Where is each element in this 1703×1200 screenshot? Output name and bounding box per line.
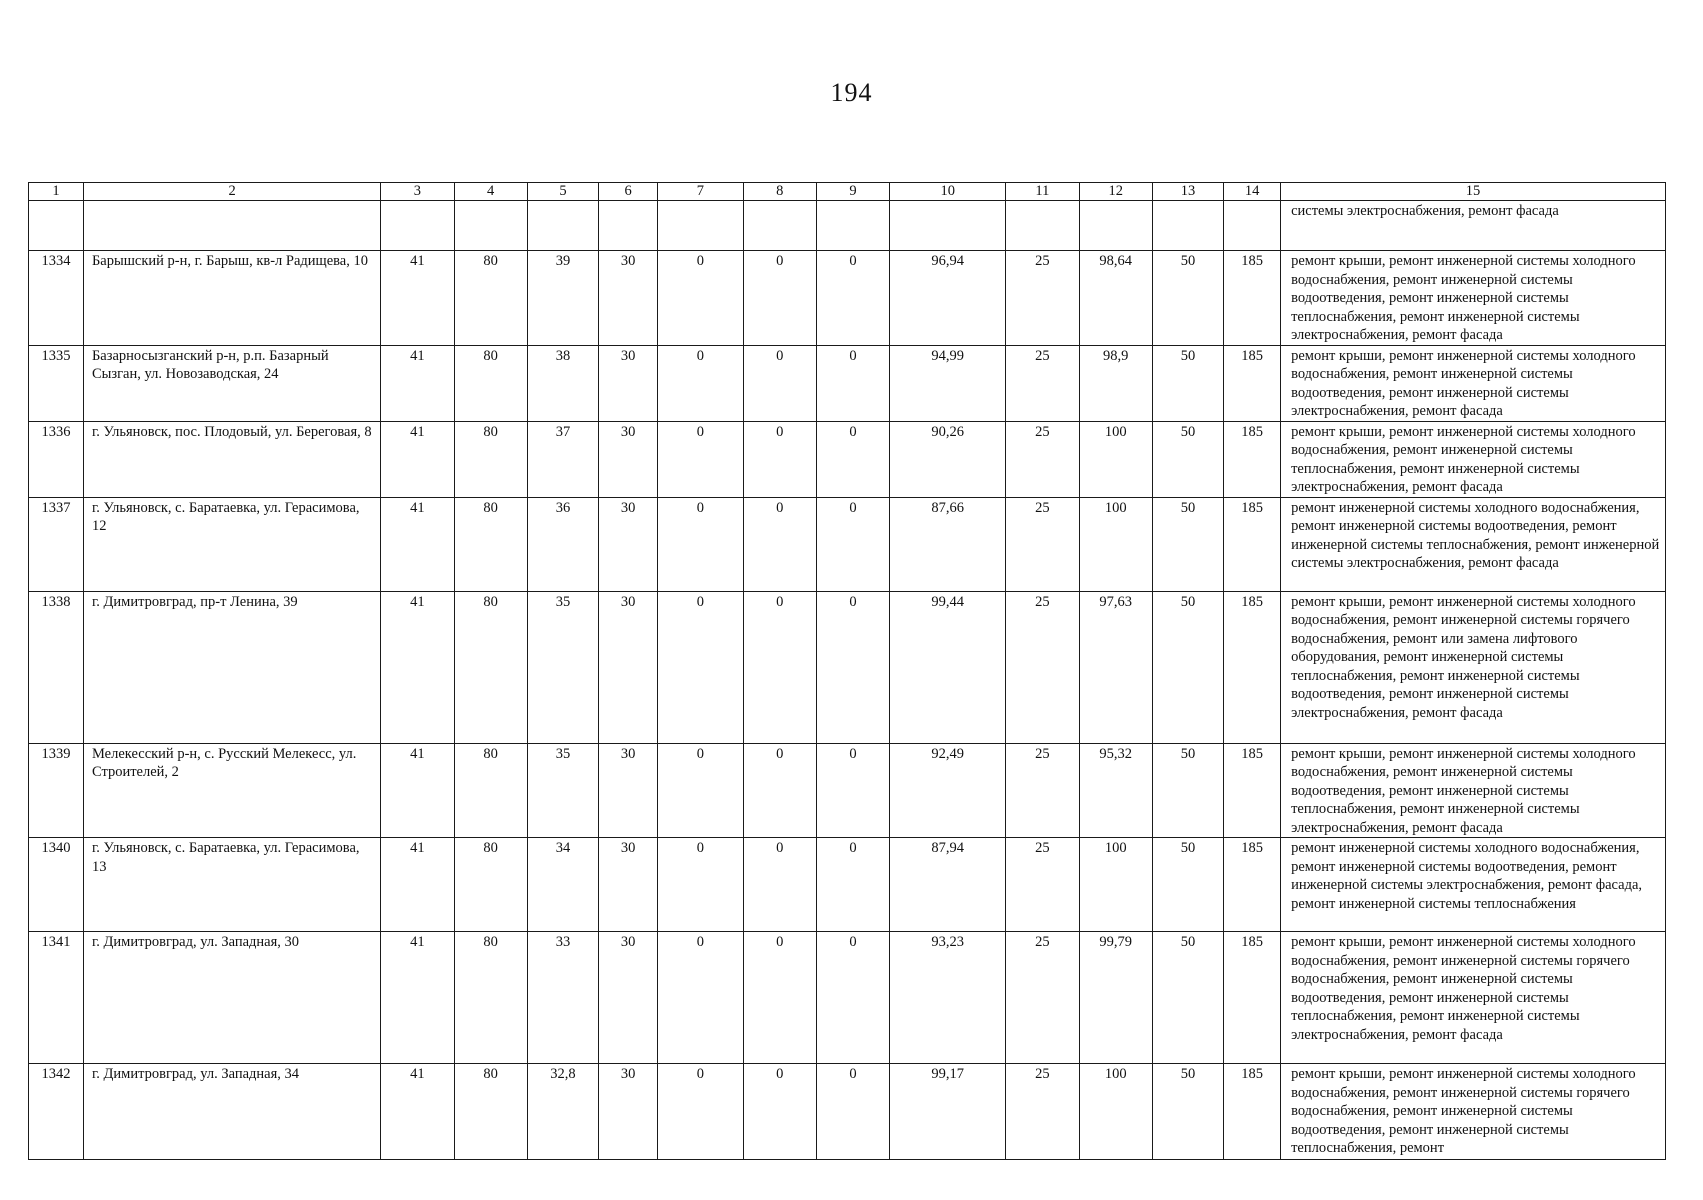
column-header: 7 (658, 183, 744, 201)
value-cell: 99,79 (1079, 932, 1152, 1064)
value-cell: 87,66 (890, 497, 1006, 591)
row-number: 1338 (29, 591, 84, 743)
address-cell: г. Ульяновск, пос. Плодовый, ул. Береговая, 8 (83, 421, 380, 497)
works-cell: ремонт крыши, ремонт инженерной системы холодного водоснабжения, ремонт инженерной системы горячего водоснабжения, ремонт инженерной системы водоотведения, ремонт инженерной системы теплоснабжения, ремонт инженерной системы электроснабжения, ремонт фасада (1281, 932, 1666, 1064)
column-header: 10 (890, 183, 1006, 201)
column-header: 5 (527, 183, 598, 201)
capital-repair-table (28, 182, 1666, 1160)
value-cell: 25 (1006, 932, 1079, 1064)
value-cell: 41 (381, 1064, 454, 1160)
value-cell: 0 (658, 1064, 744, 1160)
column-header: 13 (1152, 183, 1223, 201)
works-cell: ремонт крыши, ремонт инженерной системы холодного водоснабжения, ремонт инженерной системы горячего водоснабжения, ремонт инженерной системы водоотведения, ремонт инженерной системы теплоснабжения, ремонт (1281, 1064, 1666, 1160)
value-cell: 185 (1224, 932, 1281, 1064)
value-cell: 30 (599, 421, 658, 497)
value-cell: 80 (454, 743, 527, 838)
value-cell: 185 (1224, 421, 1281, 497)
value-cell: 50 (1152, 743, 1223, 838)
value-cell: 94,99 (890, 345, 1006, 421)
works-cell: ремонт крыши, ремонт инженерной системы холодного водоснабжения, ремонт инженерной системы водоотведения, ремонт инженерной системы теплоснабжения, ремонт инженерной системы электроснабжения, ремонт фасада (1281, 743, 1666, 838)
value-cell: 0 (816, 591, 889, 743)
column-header: 9 (816, 183, 889, 201)
value-cell: 95,32 (1079, 743, 1152, 838)
value-cell: 185 (1224, 251, 1281, 346)
value-cell: 100 (1079, 1064, 1152, 1160)
row-number: 1337 (29, 497, 84, 591)
value-cell: 0 (743, 251, 816, 346)
row-number: 1341 (29, 932, 84, 1064)
value-cell: 185 (1224, 838, 1281, 932)
value-cell: 0 (816, 497, 889, 591)
value-cell: 92,49 (890, 743, 1006, 838)
value-cell: 0 (816, 743, 889, 838)
column-header: 4 (454, 183, 527, 201)
value-cell: 30 (599, 251, 658, 346)
column-header: 12 (1079, 183, 1152, 201)
value-cell: 90,26 (890, 421, 1006, 497)
value-cell: 50 (1152, 251, 1223, 346)
value-cell: 30 (599, 345, 658, 421)
column-header: 14 (1224, 183, 1281, 201)
value-cell: 100 (1079, 497, 1152, 591)
value-cell: 96,94 (890, 251, 1006, 346)
row-number: 1335 (29, 345, 84, 421)
value-cell: 0 (816, 1064, 889, 1160)
value-cell: 25 (1006, 251, 1079, 346)
value-cell: 185 (1224, 743, 1281, 838)
value-cell: 50 (1152, 932, 1223, 1064)
address-cell: Барышский р-н, г. Барыш, кв-л Радищева, 10 (83, 251, 380, 346)
value-cell: 32,8 (527, 1064, 598, 1160)
value-cell: 25 (1006, 743, 1079, 838)
value-cell: 35 (527, 591, 598, 743)
value-cell: 80 (454, 591, 527, 743)
value-cell: 80 (454, 421, 527, 497)
value-cell: 99,17 (890, 1064, 1006, 1160)
works-cell: ремонт крыши, ремонт инженерной системы холодного водоснабжения, ремонт инженерной системы теплоснабжения, ремонт инженерной системы электроснабжения, ремонт фасада (1281, 421, 1666, 497)
table-row (29, 497, 1666, 591)
value-cell: 50 (1152, 497, 1223, 591)
table-row (29, 251, 1666, 346)
works-cell: ремонт инженерной системы холодного водоснабжения, ремонт инженерной системы водоотведения, ремонт инженерной системы теплоснабжения, ремонт инженерной системы электроснабжения, ремонт фасада (1281, 497, 1666, 591)
column-header: 6 (599, 183, 658, 201)
value-cell: 41 (381, 251, 454, 346)
value-cell: 0 (816, 251, 889, 346)
works-cell: ремонт крыши, ремонт инженерной системы холодного водоснабжения, ремонт инженерной системы водоотведения, ремонт инженерной системы теплоснабжения, ремонт инженерной системы электроснабжения, ремонт фасада (1281, 251, 1666, 346)
value-cell: 37 (527, 421, 598, 497)
value-cell: 0 (743, 743, 816, 838)
value-cell: 0 (743, 838, 816, 932)
value-cell: 0 (658, 421, 744, 497)
value-cell: 0 (743, 497, 816, 591)
column-header: 11 (1006, 183, 1079, 201)
value-cell: 0 (816, 421, 889, 497)
value-cell: 35 (527, 743, 598, 838)
value-cell: 41 (381, 497, 454, 591)
value-cell: 41 (381, 591, 454, 743)
address-cell: г. Ульяновск, с. Баратаевка, ул. Герасимова, 13 (83, 838, 380, 932)
value-cell: 80 (454, 345, 527, 421)
value-cell: 80 (454, 1064, 527, 1160)
table-row (29, 345, 1666, 421)
row-number: 1340 (29, 838, 84, 932)
value-cell: 30 (599, 838, 658, 932)
header-row (29, 183, 1666, 201)
works-cell: ремонт крыши, ремонт инженерной системы холодного водоснабжения, ремонт инженерной системы водоотведения, ремонт инженерной системы электроснабжения, ремонт фасада (1281, 345, 1666, 421)
row-number: 1342 (29, 1064, 84, 1160)
table-row (29, 421, 1666, 497)
value-cell: 0 (658, 345, 744, 421)
address-cell: Базарносызганский р-н, р.п. Базарный Сызган, ул. Новозаводская, 24 (83, 345, 380, 421)
table-row (29, 838, 1666, 932)
row-number: 1336 (29, 421, 84, 497)
address-cell: Мелекесский р-н, с. Русский Мелекесс, ул. Строителей, 2 (83, 743, 380, 838)
table-row (29, 1064, 1666, 1160)
value-cell: 25 (1006, 345, 1079, 421)
value-cell: 39 (527, 251, 598, 346)
row-number: 1339 (29, 743, 84, 838)
value-cell: 30 (599, 497, 658, 591)
value-cell: 100 (1079, 421, 1152, 497)
value-cell: 30 (599, 743, 658, 838)
column-header: 2 (83, 183, 380, 201)
value-cell: 50 (1152, 591, 1223, 743)
value-cell: 41 (381, 421, 454, 497)
value-cell: 30 (599, 591, 658, 743)
value-cell: 185 (1224, 1064, 1281, 1160)
table-row (29, 743, 1666, 838)
address-cell: г. Ульяновск, с. Баратаевка, ул. Герасимова, 12 (83, 497, 380, 591)
address-cell: г. Димитровград, пр-т Ленина, 39 (83, 591, 380, 743)
value-cell: 41 (381, 932, 454, 1064)
value-cell: 50 (1152, 421, 1223, 497)
value-cell: 98,9 (1079, 345, 1152, 421)
value-cell: 0 (743, 1064, 816, 1160)
value-cell: 93,23 (890, 932, 1006, 1064)
value-cell: 0 (658, 743, 744, 838)
column-header: 3 (381, 183, 454, 201)
value-cell: 0 (658, 838, 744, 932)
continuation-row (29, 201, 1666, 251)
row-number: 1334 (29, 251, 84, 346)
value-cell: 50 (1152, 1064, 1223, 1160)
value-cell: 50 (1152, 838, 1223, 932)
address-cell: г. Димитровград, ул. Западная, 34 (83, 1064, 380, 1160)
value-cell: 30 (599, 932, 658, 1064)
value-cell: 25 (1006, 497, 1079, 591)
value-cell: 87,94 (890, 838, 1006, 932)
value-cell: 0 (658, 251, 744, 346)
value-cell: 38 (527, 345, 598, 421)
value-cell: 0 (816, 932, 889, 1064)
works-cell: ремонт крыши, ремонт инженерной системы холодного водоснабжения, ремонт инженерной системы горячего водоснабжения, ремонт или замена лифтового оборудования, ремонт инженерной системы теплоснабжения, ремонт инженерной системы водоотведения, ремонт инженерной системы электроснабжения, ремонт фасада (1281, 591, 1666, 743)
value-cell: 41 (381, 743, 454, 838)
value-cell: 0 (658, 497, 744, 591)
value-cell: 0 (816, 838, 889, 932)
value-cell: 97,63 (1079, 591, 1152, 743)
page-number: 194 (830, 78, 873, 107)
value-cell: 0 (743, 421, 816, 497)
column-header: 8 (743, 183, 816, 201)
value-cell: 41 (381, 345, 454, 421)
value-cell: 99,44 (890, 591, 1006, 743)
value-cell: 0 (816, 345, 889, 421)
value-cell: 0 (743, 932, 816, 1064)
value-cell: 100 (1079, 838, 1152, 932)
value-cell: 25 (1006, 421, 1079, 497)
value-cell: 98,64 (1079, 251, 1152, 346)
value-cell: 36 (527, 497, 598, 591)
value-cell: 25 (1006, 1064, 1079, 1160)
value-cell: 185 (1224, 345, 1281, 421)
value-cell: 41 (381, 838, 454, 932)
value-cell: 80 (454, 497, 527, 591)
column-header: 1 (29, 183, 84, 201)
column-header: 15 (1281, 183, 1666, 201)
value-cell: 0 (658, 591, 744, 743)
value-cell: 25 (1006, 838, 1079, 932)
table-row (29, 591, 1666, 743)
value-cell: 25 (1006, 591, 1079, 743)
value-cell: 0 (658, 932, 744, 1064)
value-cell: 185 (1224, 591, 1281, 743)
works-cell: ремонт инженерной системы холодного водоснабжения, ремонт инженерной системы водоотведения, ремонт инженерной системы электроснабжения, ремонт фасада, ремонт инженерной системы теплоснабжения (1281, 838, 1666, 932)
works-cell: системы электроснабжения, ремонт фасада (1281, 201, 1666, 251)
value-cell: 33 (527, 932, 598, 1064)
value-cell: 80 (454, 932, 527, 1064)
value-cell: 34 (527, 838, 598, 932)
value-cell: 80 (454, 251, 527, 346)
value-cell: 0 (743, 591, 816, 743)
table-row (29, 932, 1666, 1064)
value-cell: 50 (1152, 345, 1223, 421)
value-cell: 30 (599, 1064, 658, 1160)
value-cell: 80 (454, 838, 527, 932)
value-cell: 185 (1224, 497, 1281, 591)
value-cell: 0 (743, 345, 816, 421)
address-cell: г. Димитровград, ул. Западная, 30 (83, 932, 380, 1064)
